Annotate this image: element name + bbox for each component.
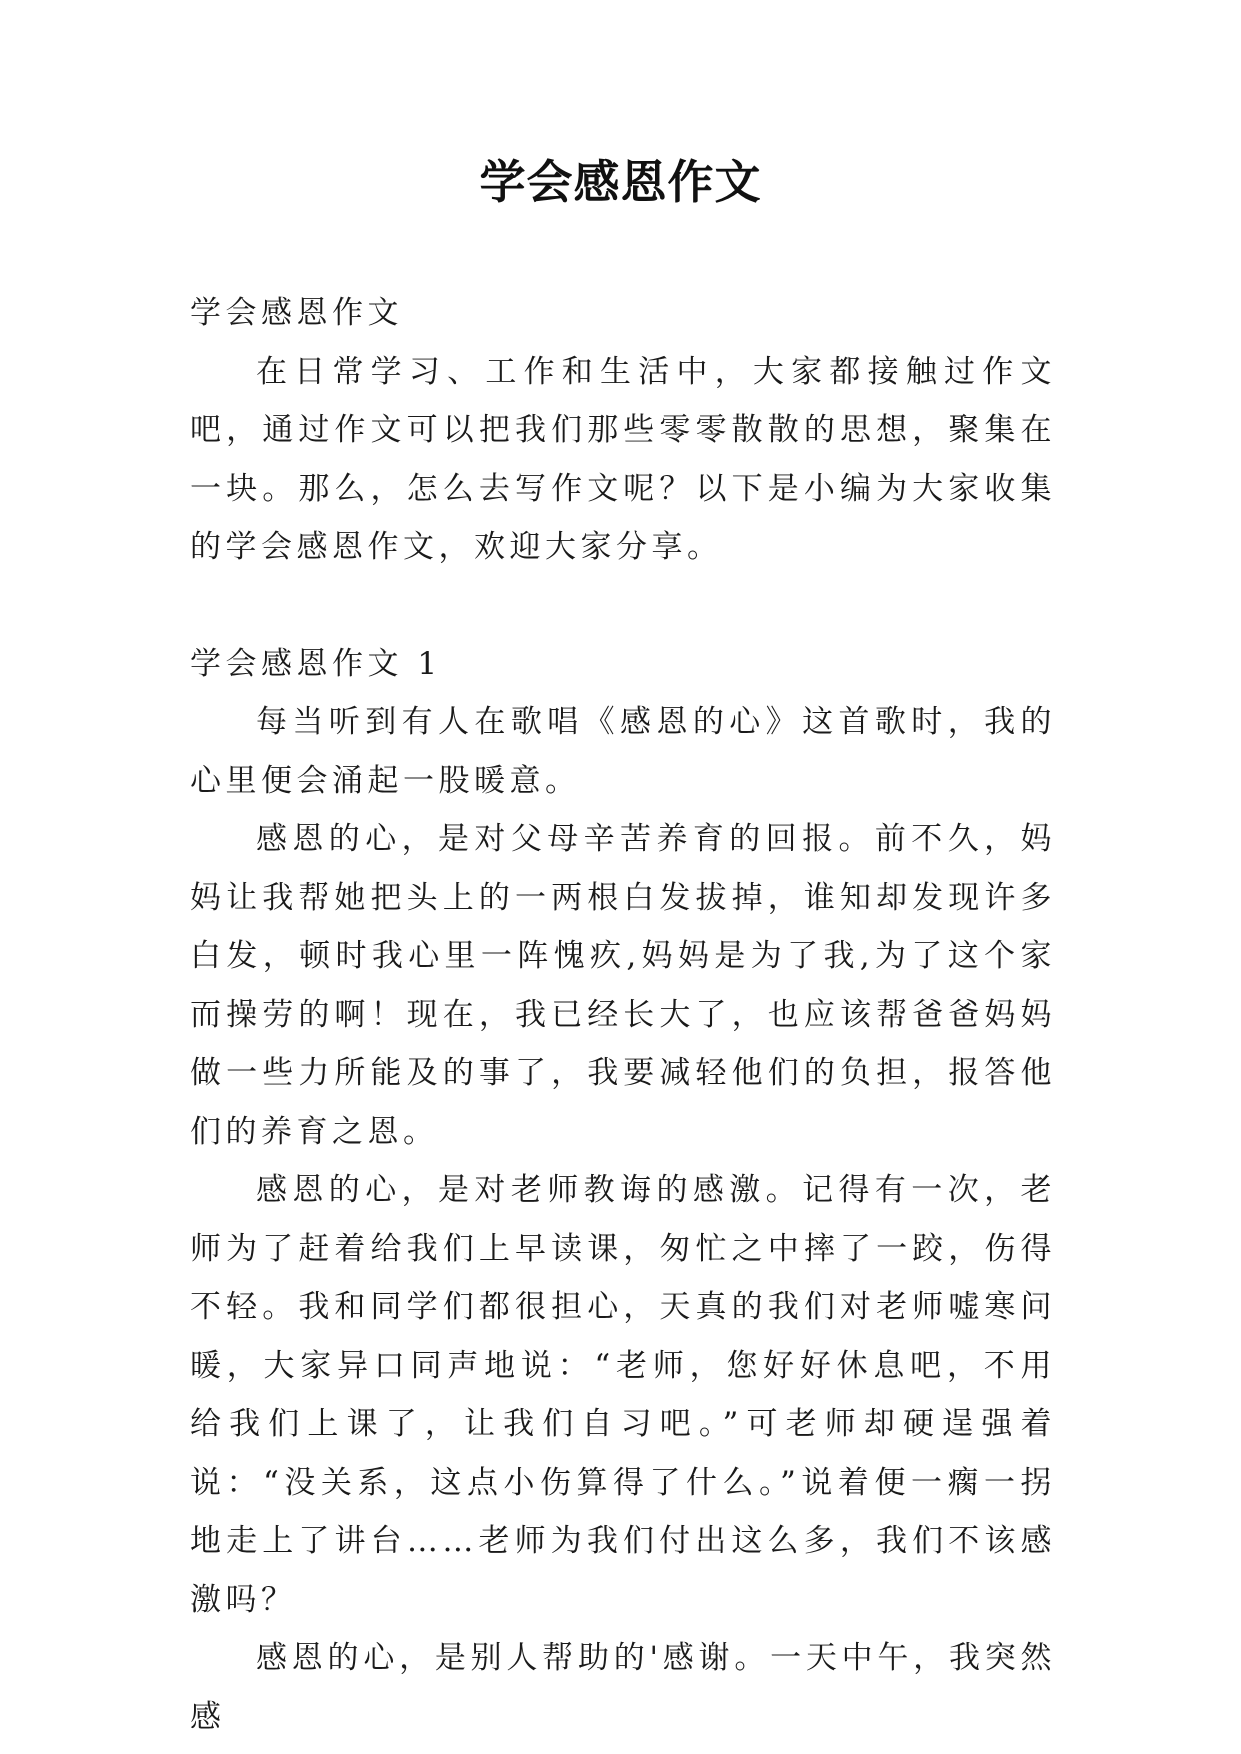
document-title: 学会感恩作文 [479, 155, 762, 209]
section-spacer [190, 577, 1056, 635]
essay1-paragraph: 感恩的心，是对老师教诲的感激。记得有一次，老师为了赶着给我们上早读课，匆忙之中摔了一跤，伤得不轻。我和同学们都很担心，天真的我们对老师嘘寒问暖，大家异口同声地说：“老师，您好好休息吧，不用给我们上课了，让我们自习吧。”可老师却硬逞强着说：“没关系，这点小伤算得了什么。”说着便一瘸一拐地走上了讲台……老师为我们付出这么多，我们不该感激吗？ [190, 1172, 1056, 1618]
essay1-paragraph: 感恩的心，是对父母辛苦养育的回报。前不久，妈妈让我帮她把头上的一两根白发拔掉，谁知却发现许多白发，顿时我心里一阵愧疚,妈妈是为了我,为了这个家而操劳的啊！现在，我已经长大了，也应该帮爸爸妈妈做一些力所能及的事了，我要减轻他们的负担，报答他们的养育之恩。 [190, 821, 1056, 1150]
essay1-paragraph: 感恩的心，是别人帮助的'感谢。一天中午，我突然感 [190, 1640, 1056, 1735]
intro-heading: 学会感恩作文 [190, 295, 403, 331]
essay1-paragraph: 每当听到有人在歌唱《感恩的心》这首歌时，我的心里便会涌起一股暖意。 [190, 704, 1056, 799]
document-body [190, 284, 1056, 1746]
intro-paragraph: 在日常学习、工作和生活中，大家都接触过作文吧，通过作文可以把我们那些零零散散的思想，聚集在一块。那么，怎么去写作文呢？以下是小编为大家收集的学会感恩作文，欢迎大家分享。 [190, 353, 1056, 565]
essay1-heading: 学会感恩作文 1 [190, 645, 442, 682]
